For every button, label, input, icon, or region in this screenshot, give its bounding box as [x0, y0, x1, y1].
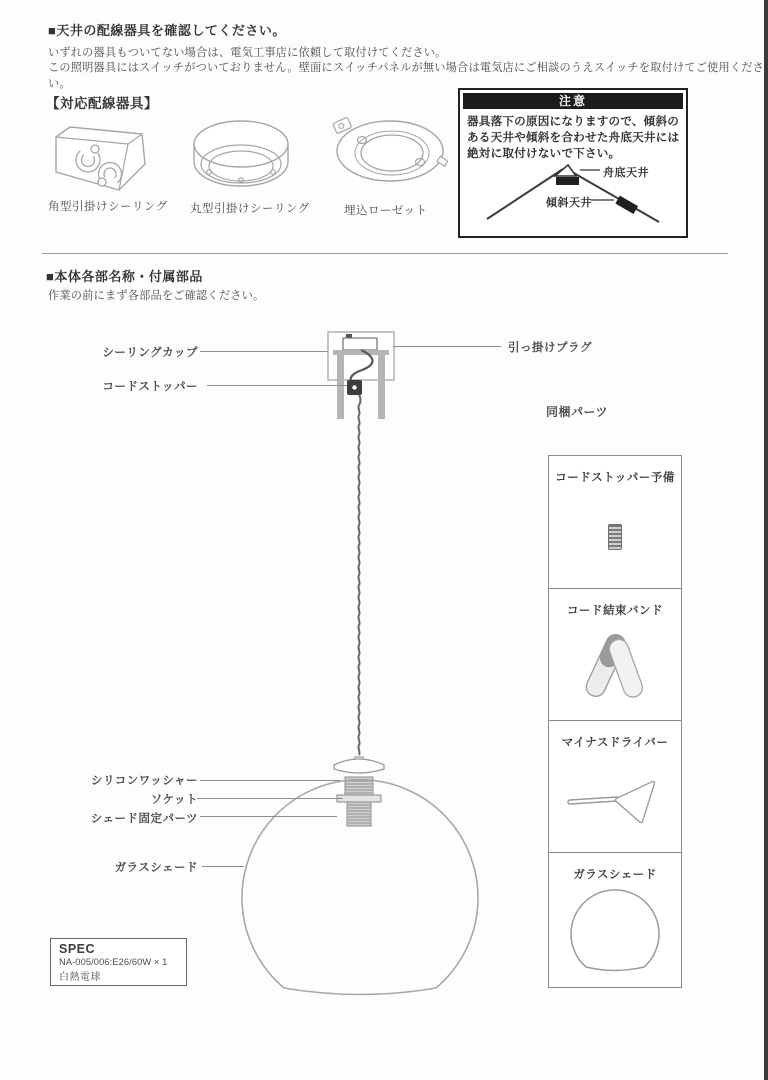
leader-cord-stopper [207, 385, 347, 386]
leader-shade-fix [200, 816, 337, 817]
pendant-lamp-diagram [230, 328, 510, 1008]
fixture-label-square: 角型引掛けシーリング [48, 201, 168, 213]
cable-tie-band-icon [569, 628, 661, 710]
leader-ceiling-cup [200, 351, 328, 352]
leader-silicone-washer [200, 780, 340, 781]
round-ceiling-fixture-icon [192, 108, 294, 196]
label-shade-fix: シェード固定パーツ [90, 813, 198, 825]
fixtures-heading: 【対応配線器具】 [46, 96, 158, 111]
label-glass-shade: ガラスシェード [114, 862, 198, 874]
cord-stopper-spare-icon [608, 524, 622, 550]
flathead-screwdriver-icon [565, 775, 665, 827]
section1-note1: いずれの器具もついてない場合は、電気工事店に依頼して取付けてください。 [48, 47, 447, 59]
spec-box [50, 938, 187, 986]
fixture-label-round: 丸型引掛けシーリング [190, 203, 310, 215]
spec-model-line: NA-005/006:E26/60W × 1 [59, 957, 168, 967]
included-item-screwdriver [549, 720, 681, 852]
cord-shape [358, 395, 360, 755]
spec-bulb-line: 白熱電球 [59, 972, 101, 983]
included-item-label: マイナスドライバー [561, 737, 669, 749]
label-socket: ソケット [150, 794, 198, 806]
label-ceiling-cup: シーリングカップ [102, 347, 198, 359]
included-item-glass-shade [549, 852, 681, 987]
caution-label-slope: 傾斜天井 [546, 197, 592, 209]
included-heading: 同梱パーツ [546, 405, 609, 419]
label-hook-plug: 引っ掛けプラグ [508, 342, 592, 354]
caution-label-ridge: 舟底天井 [603, 167, 649, 179]
leader-socket [197, 798, 343, 799]
hook-plug-shape [343, 338, 377, 350]
glass-shade-icon [565, 886, 665, 984]
included-parts-column [548, 455, 682, 988]
included-item-label: コードストッパー予備 [555, 472, 675, 484]
caution-title: 注意 [463, 93, 683, 109]
spec-title: SPEC [59, 942, 96, 956]
label-cord-stopper: コードストッパー [102, 381, 198, 393]
section2-subtitle: 作業の前にまず各部品をご確認ください。 [48, 290, 265, 302]
included-item-cord-stopper-spare [549, 456, 681, 588]
scan-edge-band [764, 0, 768, 1080]
included-item-label: ガラスシェード [573, 869, 657, 881]
included-item-cable-tie [549, 588, 681, 720]
leader-hook-plug [393, 346, 501, 347]
square-ceiling-fixture-icon [48, 108, 158, 198]
section-divider [42, 253, 728, 254]
section2-title: ■本体各部名称・付属部品 [46, 269, 203, 284]
caution-box [458, 88, 688, 238]
recessed-rosette-icon [332, 112, 450, 190]
fixture-label-rosette: 埋込ローゼット [344, 205, 428, 217]
silicone-washer-shape [334, 759, 384, 773]
label-silicone-washer: シリコンワッシャー [91, 775, 198, 787]
included-item-label: コード結束バンド [567, 605, 663, 617]
section1-note2: この照明器具にはスイッチがついておりません。壁面にスイッチパネルが無い場合は電気店にご相談のうえスイッチを取付けてご使用ください。 [48, 62, 765, 90]
caution-body: 器具落下の原因になりますので、傾斜のある天井や傾斜を合わせた舟底天井には絶対に取付けないで下さい。 [467, 115, 680, 160]
section1-title: ■天井の配線器具を確認してください。 [48, 23, 286, 38]
leader-glass-shade [202, 866, 244, 867]
